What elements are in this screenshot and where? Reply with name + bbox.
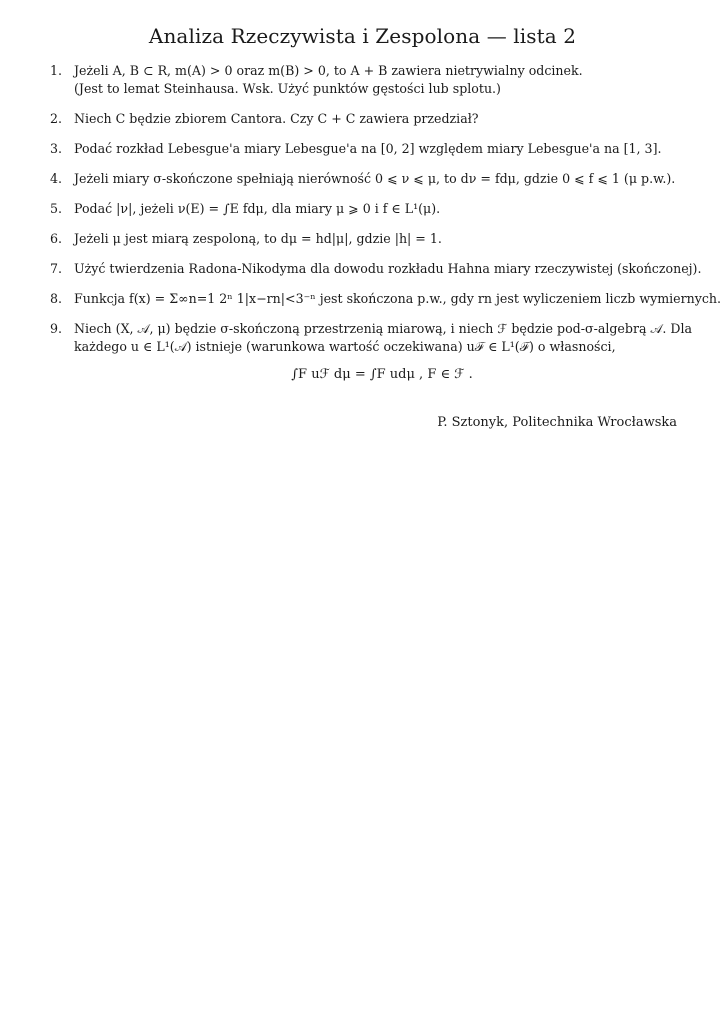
problem-number: 6.: [50, 231, 63, 246]
problem-3: [50, 140, 690, 158]
problem-8: [50, 290, 722, 308]
problem-number: 7.: [50, 261, 63, 276]
problem-text: Podać |ν|, jeżeli ν(E) = ∫E fdμ, dla miary μ ⩾ 0 i f ∈ L¹(μ).: [74, 201, 441, 216]
author-signature: P. Sztonyk, Politechnika Wrocławska: [437, 415, 677, 430]
problem-text: (Jest to lemat Steinhausa. Wsk. Użyć punktów gęstości lub splotu.): [74, 81, 501, 96]
problem-4: [50, 170, 690, 188]
problem-text: każdego u ∈ L¹(𝒜) istnieje (warunkowa wartość oczekiwana) uℱ ∈ L¹(ℱ) o własności,: [74, 339, 616, 354]
problem-9: [50, 320, 693, 384]
problem-2: [50, 110, 690, 128]
problem-text: Jeżeli A, B ⊂ R, m(A) > 0 oraz m(B) > 0, to A + B zawiera nietrywialny odcinek.: [74, 63, 583, 78]
display-equation: ∫F uℱ dμ = ∫F udμ , F ∈ ℱ .: [291, 367, 473, 382]
page-title: Analiza Rzeczywista i Zespolona — lista 2: [148, 24, 577, 48]
problem-text: Użyć twierdzenia Radona-Nikodyma dla dowodu rozkładu Hahna miary rzeczywistej (skończonej).: [74, 261, 702, 276]
problem-number: 1.: [50, 63, 63, 78]
problem-text: Funkcja f(x) = Σ∞n=1 2ⁿ 1|x−rn|<3⁻ⁿ jest skończona p.w., gdy rn jest wyliczeniem liczb wymiernych.: [74, 291, 722, 306]
problem-number: 3.: [50, 141, 63, 156]
problem-6: [50, 230, 690, 248]
problem-1: [50, 62, 690, 98]
problem-number: 4.: [50, 171, 63, 186]
problem-number: 2.: [50, 111, 63, 126]
problem-text: Niech C będzie zbiorem Cantora. Czy C + C zawiera przedział?: [74, 111, 479, 126]
problem-text: Jeżeli miary σ-skończone spełniają nierówność 0 ⩽ ν ⩽ μ, to dν = fdμ, gdzie 0 ⩽ f ⩽ 1 (μ p.w.).: [74, 171, 676, 186]
problem-5: [50, 200, 690, 218]
problem-7: [50, 260, 702, 278]
problem-number: 9.: [50, 321, 63, 336]
problem-number: 5.: [50, 201, 63, 216]
problem-text: Jeżeli μ jest miarą zespoloną, to dμ = hd|μ|, gdzie |h| = 1.: [74, 231, 442, 246]
problem-list: [50, 62, 722, 396]
problem-text: Podać rozkład Lebesgue'a miary Lebesgue'a na [0, 2] względem miary Lebesgue'a na [1, 3].: [74, 141, 662, 156]
problem-text: Niech (X, 𝒜, μ) będzie σ-skończoną przestrzenią miarową, i niech ℱ będzie pod-σ-algebrą 𝒜. Dla: [74, 321, 693, 336]
problem-number: 8.: [50, 291, 63, 306]
